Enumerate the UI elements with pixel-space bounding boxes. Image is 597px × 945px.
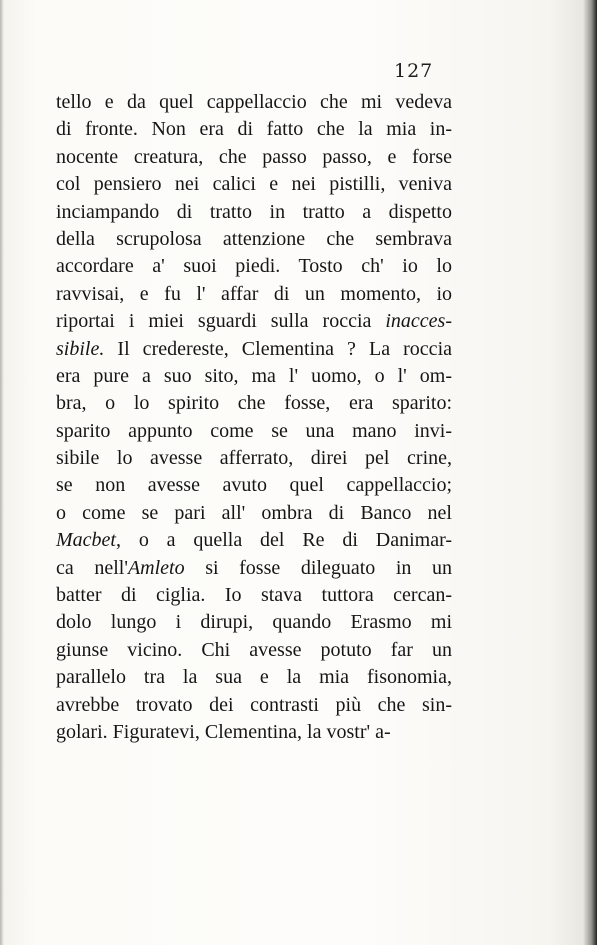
text-line [56, 89, 452, 116]
text-segment: tello e da quel cappellaccio che mi vedeva [56, 91, 452, 113]
text-line [56, 171, 452, 198]
page-gutter-shadow [0, 0, 4, 945]
text-line [56, 500, 452, 527]
text-segment: ca nell' [56, 556, 128, 579]
text-line [56, 226, 452, 253]
text-segment: bra, o lo spirito che fosse, era sparito: [56, 392, 452, 415]
italic-text: Amleto [127, 556, 185, 579]
text-segment: inciampando di tratto in tratto a dispetto [56, 200, 452, 223]
text-segment: golari. Figuratevi, Clementina, la vostr' a- [56, 720, 391, 743]
text-segment: giunse vicino. Chi avesse potuto far un [56, 638, 452, 661]
text-segment: si fosse dileguato in un [184, 556, 452, 579]
italic-text: sibile. [56, 337, 105, 360]
text-line [56, 472, 452, 499]
text-line [56, 281, 452, 308]
text-line [56, 308, 452, 335]
text-line [56, 692, 452, 719]
text-line [56, 418, 452, 445]
italic-text: inacces- [385, 310, 452, 333]
text-line [56, 144, 452, 171]
text-line [56, 555, 452, 582]
text-segment: sparito appunto come se una mano invi- [56, 419, 452, 442]
text-segment: col pensiero nei calici e nei pistilli, veniva [56, 173, 452, 196]
text-segment: della scrupolosa attenzione che sembrava [56, 227, 452, 250]
text-line [56, 664, 452, 691]
text-line [56, 609, 452, 636]
text-segment: batter di ciglia. Io stava tuttora cercan- [56, 584, 452, 607]
text-line [56, 199, 452, 226]
text-segment: sibile lo avesse afferrato, direi pel crine, [56, 447, 452, 470]
text-line [56, 336, 452, 363]
text-line [56, 363, 452, 390]
text-line [56, 637, 452, 664]
text-segment: parallelo tra la sua e la mia fisonomia, [56, 666, 452, 689]
text-segment: avrebbe trovato dei contrasti più che sin- [56, 693, 452, 716]
text-line [56, 390, 452, 417]
body-text [56, 89, 452, 746]
text-segment: accordare a' suoi piedi. Tosto ch' io lo [56, 255, 452, 278]
text-line [56, 445, 452, 472]
page-number: 127 [394, 60, 434, 82]
text-line [56, 527, 452, 554]
italic-text: Macbet [56, 529, 116, 552]
text-segment: , o a quella del Re di Danimar- [115, 529, 452, 552]
text-segment: se non avesse avuto quel cappellaccio; [56, 474, 452, 497]
text-segment: ravvisai, e fu l' affar di un momento, io [56, 282, 452, 305]
page-edge-shadow [583, 0, 597, 945]
text-segment: di fronte. Non era di fatto che la mia in- [56, 118, 452, 141]
text-line [56, 253, 452, 280]
text-segment: dolo lungo i dirupi, quando Erasmo mi [56, 611, 452, 634]
text-line [56, 582, 452, 609]
text-segment: riportai i miei sguardi sulla roccia [56, 310, 386, 333]
text-segment: o come se pari all' ombra di Banco nel [56, 501, 452, 524]
text-segment: Il credereste, Clementina ? La roccia [104, 337, 452, 360]
text-line [56, 116, 452, 143]
text-segment: era pure a suo sito, ma l' uomo, o l' om- [56, 364, 452, 387]
text-line [56, 719, 452, 746]
text-segment: nocente creatura, che passo passo, e forse [56, 145, 452, 168]
